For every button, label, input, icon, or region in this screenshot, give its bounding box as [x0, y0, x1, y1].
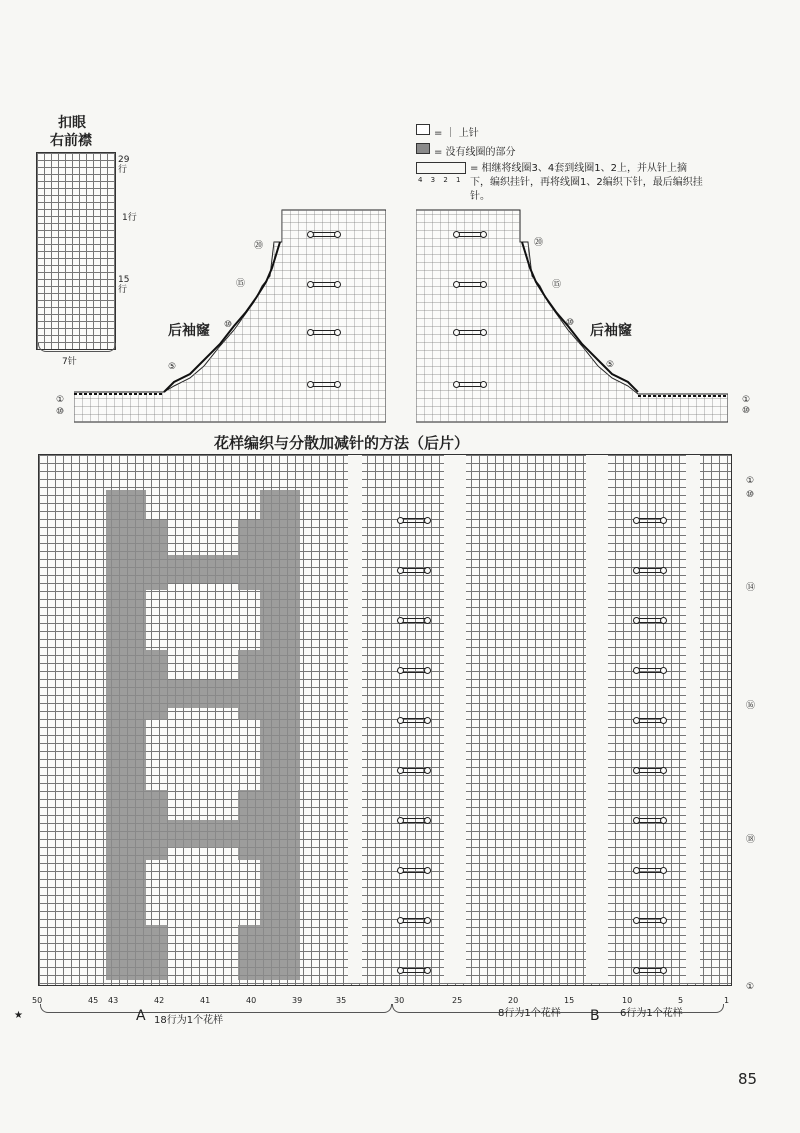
rows-1-label: 1行 [122, 213, 137, 223]
axis-30: 30 [394, 996, 405, 1005]
legend-no-loop: = 没有线圈的部分 [416, 143, 516, 158]
left-armhole-label: 后袖窿 [168, 323, 210, 339]
right-mark-20: ⑳ [534, 238, 544, 248]
cable-bar [636, 718, 664, 723]
right-mark-5: ⑤ [606, 360, 615, 370]
row-mark-19: ⑱ [746, 835, 756, 845]
right-armhole-chart [416, 206, 728, 424]
cable-bar [456, 382, 484, 387]
cable-bar [310, 232, 338, 237]
cable-bar [400, 618, 428, 623]
cable-bar [400, 668, 428, 673]
legend-knit: = ｜ 上针 [416, 124, 479, 139]
right-mark-10: ⑩ [566, 318, 575, 328]
main-chart-title: 花样编织与分散加减针的方法（后片） [214, 434, 470, 452]
cable-bar [636, 568, 664, 573]
buttonhole-title: 扣眼 [58, 115, 86, 131]
axis-35: 35 [336, 996, 347, 1005]
cable-bar [400, 518, 428, 523]
repeat-8-label: 8行为1个花样 [498, 1008, 561, 1019]
cable-bar [456, 330, 484, 335]
gray-cell-icon [416, 143, 430, 154]
cable-bar [400, 568, 428, 573]
axis-10: 10 [622, 996, 633, 1005]
axis-20: 20 [508, 996, 519, 1005]
gray-motif [238, 925, 260, 980]
knit-symbol-icon [416, 124, 430, 135]
left-mark-15: ⑮ [236, 279, 246, 289]
axis-41: 41 [200, 996, 211, 1005]
gray-motif [168, 820, 238, 848]
row-mark-40: ⑭ [746, 583, 756, 593]
axis-45: 45 [88, 996, 99, 1005]
right-mark-60: ⑩ [742, 406, 751, 416]
repeat-a-label: 18行为1个花样 [154, 1015, 224, 1026]
cable-bar [456, 232, 484, 237]
cable-bar [636, 968, 664, 973]
axis-43: 43 [108, 996, 119, 1005]
right-mark-15: ⑮ [552, 280, 562, 290]
cable-bar [400, 968, 428, 973]
gray-motif [146, 520, 168, 590]
gap-column [348, 455, 362, 983]
stitches-7-label: 7针 [62, 357, 77, 367]
cable-bar [400, 918, 428, 923]
buttonhole-subtitle: 右前襟 [50, 133, 92, 149]
cable-bar [310, 282, 338, 287]
repeat-6-label: 6行为1个花样 [620, 1008, 683, 1019]
left-armhole-chart [74, 206, 386, 424]
cable-bar [636, 768, 664, 773]
cable-bar [636, 918, 664, 923]
cable-symbol-icon [416, 162, 466, 174]
cable-bar [636, 818, 664, 823]
gray-motif [146, 790, 168, 860]
section-a-label: A [136, 1008, 146, 1024]
legend-cable: = 相继将线圈3、4套到线圈1、2上，并从针上摘下，编织挂针，再将线圈1、2编织下针，最后编织挂针。 [416, 162, 706, 204]
page-number: 85 [738, 1070, 758, 1088]
right-mark-1: ① [742, 395, 751, 405]
cable-bar [400, 868, 428, 873]
cable-bar [456, 282, 484, 287]
rows-15-label: 15行 [118, 275, 130, 295]
cable-bar [636, 868, 664, 873]
gray-motif [238, 520, 260, 590]
gray-motif [106, 490, 146, 980]
cable-bar [636, 518, 664, 523]
row-mark-60: ⑩ [746, 490, 755, 500]
gray-motif [260, 490, 300, 980]
gray-motif [238, 650, 260, 720]
left-mark-20: ⑳ [254, 241, 264, 251]
axis-15: 15 [564, 996, 575, 1005]
gray-motif [146, 650, 168, 720]
gray-motif [168, 555, 238, 583]
axis-39: 39 [292, 996, 303, 1005]
gap-column [686, 455, 700, 983]
axis-42: 42 [154, 996, 165, 1005]
rows-29-label: 29行 [118, 155, 130, 175]
axis-5: 5 [678, 996, 684, 1005]
gray-motif [238, 790, 260, 860]
axis-40: 40 [246, 996, 257, 1005]
cable-bar [400, 768, 428, 773]
cable-bar [636, 668, 664, 673]
gray-motif [168, 680, 238, 708]
left-mark-10: ⑩ [224, 320, 233, 330]
axis-25: 25 [452, 996, 463, 1005]
cable-bar [310, 382, 338, 387]
cable-bar [310, 330, 338, 335]
cable-bar [400, 818, 428, 823]
star-marker: ★ [14, 1010, 23, 1021]
cable-numbers: 4 3 2 1 [418, 176, 464, 184]
row-mark-1: ① [746, 476, 755, 486]
left-mark-5: ⑤ [168, 362, 177, 372]
gray-motif [146, 925, 168, 980]
left-mark-1: ① [56, 395, 65, 405]
row-mark-bottom: ① [746, 982, 755, 992]
axis-50: 50 [32, 996, 43, 1005]
cable-bar [400, 718, 428, 723]
gap-column [586, 455, 608, 983]
cable-bar [636, 618, 664, 623]
right-armhole-label: 后袖窿 [590, 323, 632, 339]
left-mark-60: ⑩ [56, 407, 65, 417]
axis-1: 1 [724, 996, 730, 1005]
section-b-label: B [590, 1008, 600, 1024]
row-mark-30: ⑯ [746, 701, 756, 711]
gap-column [444, 455, 466, 983]
